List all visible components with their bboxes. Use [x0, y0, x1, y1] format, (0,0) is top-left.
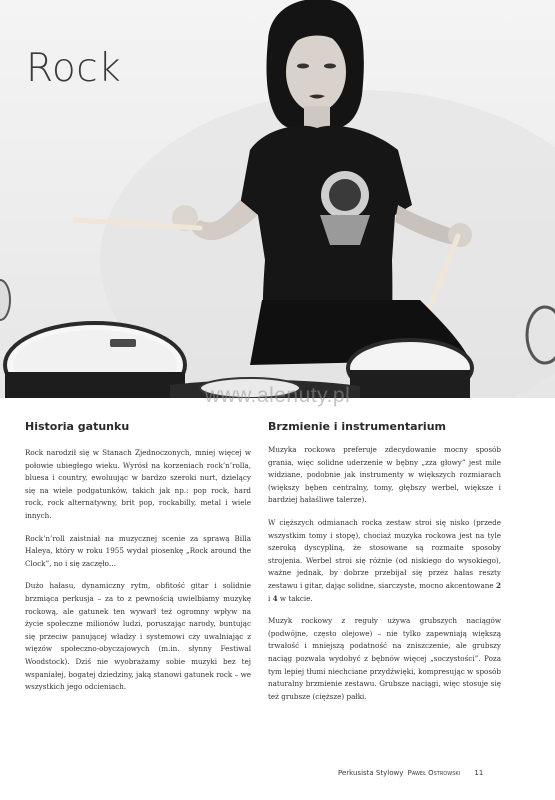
- sound-paragraph-3: Muzyk rockowy z reguły używa grubszych naciągów (podwójne, często olejowe) – nie tylko zapewniają większą trwałość i mniejszą podatność na zniszczenie, ale grubszy naciąg pozwala wydobyć z bębnów więcej „soczystości”. Poza tym lepiej tłumi niechciane przydźwięki, kompresując w sposób naturalny brzmienie zestawu. Grubsze naciągi, więc stosuje się też grubsze (cięższe) pałki.: [268, 616, 501, 701]
- right-column: [268, 420, 501, 713]
- left-column: [25, 420, 251, 704]
- book-title: Perkusista Stylowy: [338, 769, 404, 777]
- history-paragraph-2: Rock’n’roll zaistniał na muzycznej scenie za sprawą Billa Haleya, który w roku 1955 wydał piosenkę „Rock around the Clock”, no i się zaczęło…: [25, 533, 251, 568]
- drummer-photo: [0, 0, 555, 398]
- watermark: www.alenuty.pl: [204, 384, 351, 407]
- author-name: Paweł Ostrowski: [407, 769, 461, 777]
- page-title: Rock: [26, 46, 122, 91]
- sound-paragraph-2: [268, 517, 501, 605]
- page-number: 11: [474, 769, 484, 777]
- page-footer: [338, 769, 483, 777]
- history-paragraph-3: Dużo hałasu, dynamiczny rytm, obfitość gitar i solidnie brzmiąca perkusja – za to z pewnością uwielbiamy muzykę rockową, ale gatunek ten wywarł też ogromny wpływ na życie społeczne milionów ludzi, poruszając narody, buntując się przeciw panującej władzy i systemowi czy uwalniając z więzów społeczno-obyczajowych (m.in. słynny Festiwal Woodstock). Dziś nie wyobrażamy sobie muzyki bez tej wspaniałej, bogatej dziedziny, jaką stanowi gatunek rock – we wszystkich jego odcieniach.: [25, 581, 251, 692]
- sound-paragraph-2-conj: i: [268, 593, 273, 603]
- beat-four: 4: [272, 593, 278, 603]
- section-heading-sound: Brzmienie i instrumentarium: [268, 420, 446, 433]
- sound-paragraph-2-text: W cięższych odmianach rocka zestaw stroi się nisko (przede wszystkim tomy i stopę), chociaż muzyka rockowa jest na tyle szeroką dyscypliną, że stosowane są rozmaite sposoby strojenia. Werbel stroi się różnie (od niskiego do wysokiego), ważne jednak, by dobrze przebijał się przez hałas reszty zestawu i gitar, dając solidne, siarczyste, mocno akcentowane: [268, 517, 501, 590]
- beat-two: 2: [495, 580, 501, 590]
- section-heading-history: Historia gatunku: [25, 420, 130, 433]
- history-paragraph-1: Rock narodził się w Stanach Zjednoczonych, mniej więcej w połowie ubiegłego wieku. Wyrósł na korzeniach rock’n’rolla, bluesa i country, ewoluując w bardzo szeroki nurt, dzielący się na wiele podgatunków, takich jak np.: pop rock, hard rock, rock alternatywny, brit pop, rockabilly, metal i wiele innych.: [25, 448, 251, 520]
- sound-paragraph-2-end: w takcie.: [277, 593, 313, 603]
- sound-paragraph-1: Muzyka rockowa preferuje zdecydowanie mocny sposób grania, więc solidne uderzenie w bębny „zza głowy” jest mile widziane, podobnie jak instrumenty w większych rozmiarach (większy bęben centralny, tomy, głębszy werbel, większe i bardziej hałaśliwe talerze).: [268, 445, 501, 505]
